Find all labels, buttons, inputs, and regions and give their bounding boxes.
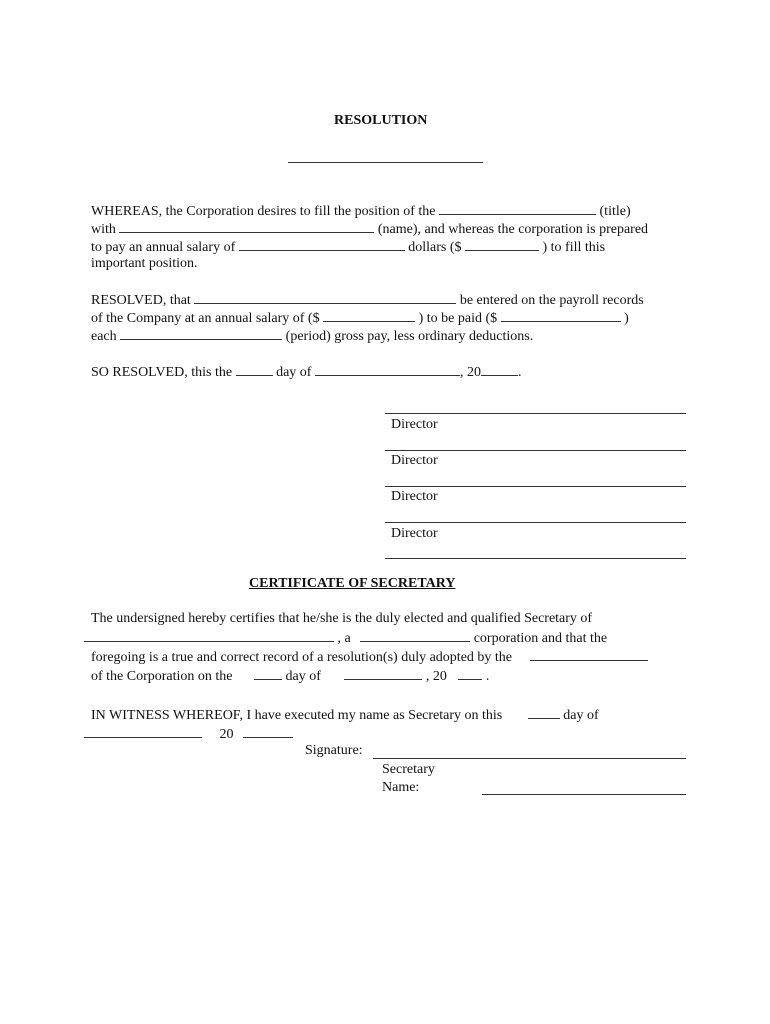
- annual-salary-blank[interactable]: [323, 309, 415, 322]
- name-label: (name), and whereas the corporation is prepared: [377, 222, 649, 237]
- certificate-line-4: [91, 667, 489, 685]
- cert-day-blank[interactable]: [254, 667, 282, 680]
- director-signature-line-3[interactable]: [385, 486, 686, 487]
- cert-period: .: [485, 669, 490, 684]
- corporation-text: corporation and that the: [473, 631, 608, 646]
- period-blank[interactable]: [120, 327, 282, 340]
- whereas-line-1: [91, 202, 631, 220]
- secretary-name-line[interactable]: [482, 794, 686, 795]
- dollars-label: dollars ($: [408, 240, 462, 255]
- each-text: each: [91, 329, 117, 344]
- director-label-1: Director: [391, 417, 438, 432]
- witness-day-blank[interactable]: [528, 706, 560, 719]
- name-blank[interactable]: [119, 220, 374, 233]
- director-label-4: Director: [391, 526, 438, 541]
- resolution-title: RESOLUTION: [334, 113, 428, 128]
- resolved-text: RESOLVED, that: [91, 293, 191, 308]
- director-signature-line-4[interactable]: [385, 522, 686, 523]
- title-label: (title): [599, 204, 631, 219]
- director-label-2: Director: [391, 453, 438, 468]
- certificate-line-2: [84, 629, 607, 647]
- day-of-text: day of: [276, 365, 312, 380]
- whereas-line-3: [91, 238, 605, 256]
- employee-blank[interactable]: [194, 291, 456, 304]
- annual-salary-text: of the Company at an annual salary of ($: [91, 311, 320, 326]
- paid-amount-blank[interactable]: [501, 309, 621, 322]
- resolved-line-3: [91, 327, 533, 345]
- period-text: (period) gross pay, less ordinary deductions.: [285, 329, 534, 344]
- paid-text: ) to be paid ($: [418, 311, 498, 326]
- a-text: , a: [337, 631, 351, 646]
- state-blank[interactable]: [360, 629, 470, 642]
- director-signature-line-1[interactable]: [385, 413, 686, 414]
- title-blank[interactable]: [439, 202, 596, 215]
- witness-day-of-text: day of: [563, 708, 599, 723]
- signature-label: Signature:: [305, 743, 363, 758]
- resolved-line-1: [91, 291, 644, 309]
- cert-year-blank[interactable]: [458, 667, 482, 680]
- resolved-line-2: [91, 309, 629, 327]
- whereas-line-2: [91, 220, 648, 238]
- director-signature-line-2[interactable]: [385, 450, 686, 451]
- foregoing-text: foregoing is a true and correct record of a resolution(s) duly adopted by the: [91, 650, 513, 665]
- year-blank[interactable]: [481, 363, 518, 376]
- name-label: Name:: [382, 780, 420, 795]
- salary-words-blank[interactable]: [239, 238, 405, 251]
- director-signature-line-5[interactable]: [385, 558, 686, 559]
- signature-line[interactable]: [373, 758, 686, 759]
- whereas-line-4: important position.: [91, 256, 198, 271]
- corporation-on-text: of the Corporation on the: [91, 669, 233, 684]
- witness-month-blank[interactable]: [84, 725, 202, 738]
- fill-text: ) to fill this: [542, 240, 606, 255]
- whereas-text: WHEREAS, the Corporation desires to fill the position of the: [91, 204, 436, 219]
- period-mark: .: [517, 365, 522, 380]
- cert-day-of-text: day of: [285, 669, 321, 684]
- certificate-title: CERTIFICATE OF SECRETARY: [249, 576, 456, 591]
- salary-amount-blank[interactable]: [465, 238, 539, 251]
- cert-year-prefix: , 20: [425, 669, 447, 684]
- with-text: with: [91, 222, 116, 237]
- close-paren: ): [624, 311, 629, 326]
- witness-text: IN WITNESS WHEREOF, I have executed my name as Secretary on this: [91, 708, 503, 723]
- year-prefix: , 20: [459, 365, 481, 380]
- witness-line-2: [84, 725, 293, 743]
- certificate-line-1: The undersigned hereby certifies that he/she is the duly elected and qualified Secretary of: [91, 611, 593, 626]
- corporation-name-blank[interactable]: [84, 629, 334, 642]
- board-blank[interactable]: [530, 648, 648, 661]
- director-label-3: Director: [391, 489, 438, 504]
- day-blank[interactable]: [236, 363, 273, 376]
- witness-year-prefix: 20: [219, 727, 234, 742]
- month-blank[interactable]: [315, 363, 460, 376]
- witness-line: [91, 706, 599, 724]
- cert-month-blank[interactable]: [344, 667, 422, 680]
- secretary-label: Secretary: [382, 762, 435, 777]
- so-resolved-line: [91, 363, 521, 381]
- resolution-number-line[interactable]: [288, 162, 483, 163]
- salary-text: to pay an annual salary of: [91, 240, 236, 255]
- certificate-line-3: [91, 648, 648, 666]
- payroll-text: be entered on the payroll records: [459, 293, 644, 308]
- witness-year-blank[interactable]: [243, 725, 293, 738]
- so-resolved-text: SO RESOLVED, this the: [91, 365, 233, 380]
